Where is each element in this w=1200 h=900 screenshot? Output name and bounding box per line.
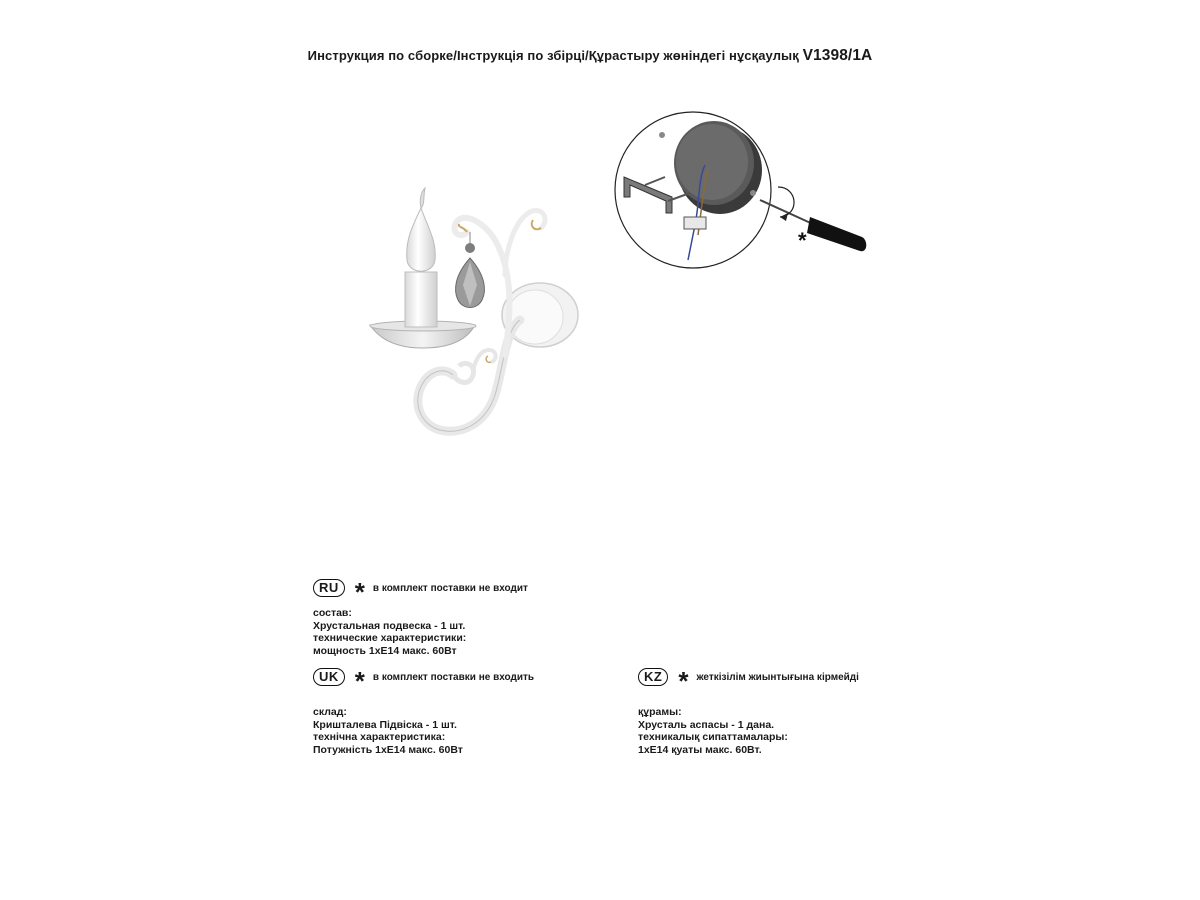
uk-specs <box>313 706 463 756</box>
uk-spec-line: Потужність 1хЕ14 макс. 60Вт <box>313 743 463 756</box>
uk-star: * <box>354 666 365 696</box>
uk-spec-line: Кришталева Підвіска - 1 шт. <box>313 718 457 731</box>
kz-star: * <box>678 666 689 696</box>
page-title <box>0 47 1180 65</box>
title-text: Инструкция по сборке/Інструкція по збірці/Құрастыру жөніндегі нұсқаулық <box>307 48 799 63</box>
uk-header <box>313 666 535 696</box>
model-number: V1398/1A <box>802 47 873 64</box>
uk-spec-line: технічна характеристика: <box>313 731 446 743</box>
ru-star: * <box>354 577 365 607</box>
diagram-star: * <box>798 228 807 253</box>
ru-spec-line: состав: <box>313 607 352 619</box>
lamp-photo <box>355 180 595 470</box>
kz-spec-line: Хрусталь аспасы - 1 дана. <box>638 718 775 731</box>
ru-badge: RU <box>313 579 345 597</box>
uk-spec-line: склад: <box>313 706 347 718</box>
ru-note: в комплект поставки не входит <box>372 582 528 594</box>
kz-spec-line: құрамы: <box>638 706 682 718</box>
ru-spec-line: Хрустальная подвеска - 1 шт. <box>313 619 466 632</box>
ru-specs <box>313 607 466 657</box>
uk-badge: UK <box>313 668 345 686</box>
kz-header <box>638 666 859 696</box>
kz-badge: KZ <box>638 668 668 686</box>
ru-spec-line: технические характеристики: <box>313 632 467 644</box>
uk-note: в комплект поставки не входить <box>372 671 535 683</box>
mounting-diagram <box>610 105 875 275</box>
kz-note: жеткізілім жиынтығына кірмейді <box>696 671 859 683</box>
ru-header <box>313 577 528 607</box>
kz-specs <box>638 706 788 756</box>
kz-spec-line: техникалық сипаттамалары: <box>638 731 788 743</box>
ru-spec-line: мощность 1хЕ14 макс. 60Вт <box>313 644 457 657</box>
kz-spec-line: 1хЕ14 қуаты макс. 60Вт. <box>638 743 762 756</box>
